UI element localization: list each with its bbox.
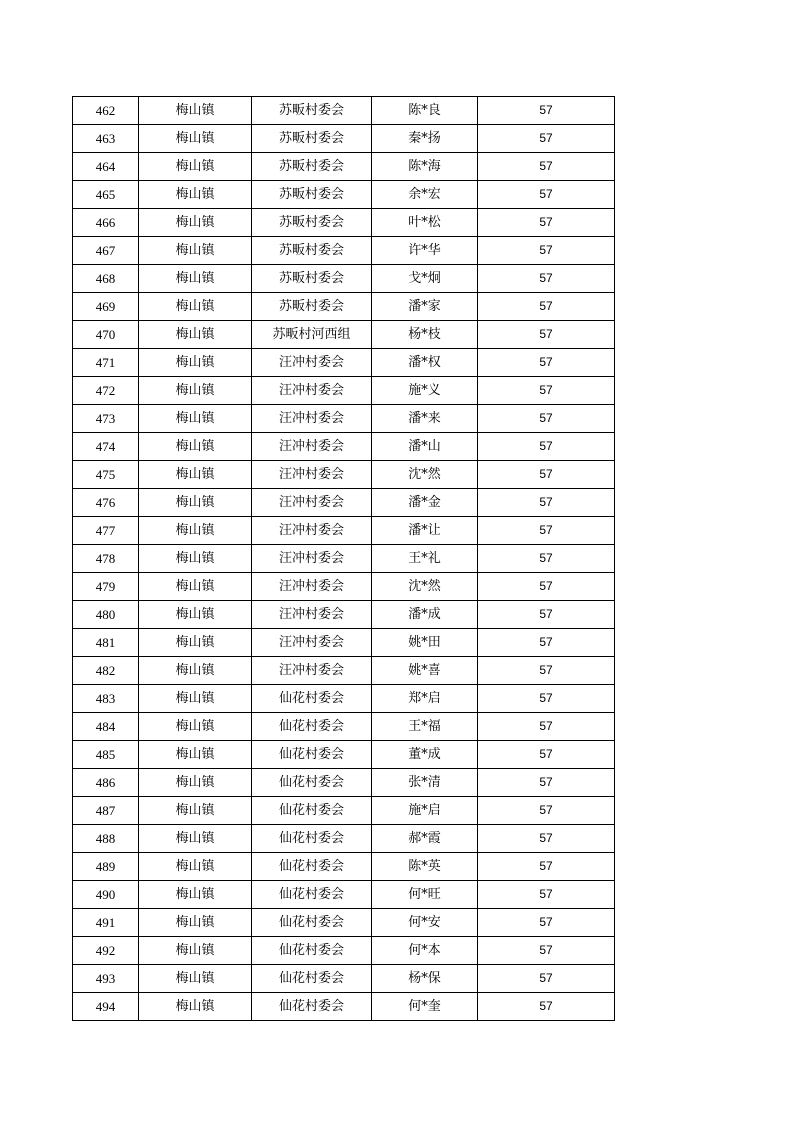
table-row xyxy=(73,209,615,237)
row-number-cell: 471 xyxy=(73,349,139,377)
town-cell: 梅山镇 xyxy=(139,265,252,293)
village-cell: 仙花村委会 xyxy=(252,741,372,769)
village-cell: 仙花村委会 xyxy=(252,965,372,993)
table-row xyxy=(73,377,615,405)
table-row xyxy=(73,181,615,209)
amount-cell: 57 xyxy=(478,153,615,181)
village-cell: 苏畈村委会 xyxy=(252,265,372,293)
amount-cell: 57 xyxy=(478,349,615,377)
amount-cell: 57 xyxy=(478,293,615,321)
town-cell: 梅山镇 xyxy=(139,209,252,237)
town-cell: 梅山镇 xyxy=(139,237,252,265)
person-name-cell: 董*成 xyxy=(372,741,478,769)
table-row xyxy=(73,573,615,601)
town-cell: 梅山镇 xyxy=(139,545,252,573)
village-cell: 苏畈村委会 xyxy=(252,97,372,125)
person-name-cell: 潘*成 xyxy=(372,601,478,629)
town-cell: 梅山镇 xyxy=(139,629,252,657)
person-name-cell: 王*福 xyxy=(372,713,478,741)
table-row xyxy=(73,489,615,517)
amount-cell: 57 xyxy=(478,433,615,461)
table-row xyxy=(73,937,615,965)
amount-cell: 57 xyxy=(478,825,615,853)
table-row xyxy=(73,881,615,909)
amount-cell: 57 xyxy=(478,937,615,965)
person-name-cell: 潘*来 xyxy=(372,405,478,433)
person-name-cell: 沈*然 xyxy=(372,461,478,489)
amount-cell: 57 xyxy=(478,573,615,601)
row-number-cell: 483 xyxy=(73,685,139,713)
town-cell: 梅山镇 xyxy=(139,517,252,545)
row-number-cell: 475 xyxy=(73,461,139,489)
person-name-cell: 何*旺 xyxy=(372,881,478,909)
village-cell: 汪冲村委会 xyxy=(252,433,372,461)
town-cell: 梅山镇 xyxy=(139,741,252,769)
amount-cell: 57 xyxy=(478,321,615,349)
row-number-cell: 464 xyxy=(73,153,139,181)
amount-cell: 57 xyxy=(478,657,615,685)
row-number-cell: 472 xyxy=(73,377,139,405)
town-cell: 梅山镇 xyxy=(139,461,252,489)
town-cell: 梅山镇 xyxy=(139,433,252,461)
row-number-cell: 479 xyxy=(73,573,139,601)
row-number-cell: 494 xyxy=(73,993,139,1021)
village-cell: 汪冲村委会 xyxy=(252,545,372,573)
village-cell: 仙花村委会 xyxy=(252,825,372,853)
village-cell: 仙花村委会 xyxy=(252,713,372,741)
person-name-cell: 施*义 xyxy=(372,377,478,405)
amount-cell: 57 xyxy=(478,601,615,629)
village-cell: 汪冲村委会 xyxy=(252,349,372,377)
table-row xyxy=(73,237,615,265)
amount-cell: 57 xyxy=(478,993,615,1021)
village-cell: 汪冲村委会 xyxy=(252,657,372,685)
person-name-cell: 陈*英 xyxy=(372,853,478,881)
town-cell: 梅山镇 xyxy=(139,685,252,713)
person-name-cell: 潘*家 xyxy=(372,293,478,321)
town-cell: 梅山镇 xyxy=(139,797,252,825)
row-number-cell: 481 xyxy=(73,629,139,657)
row-number-cell: 480 xyxy=(73,601,139,629)
amount-cell: 57 xyxy=(478,769,615,797)
town-cell: 梅山镇 xyxy=(139,657,252,685)
town-cell: 梅山镇 xyxy=(139,601,252,629)
roster-table-body xyxy=(73,97,615,1021)
row-number-cell: 474 xyxy=(73,433,139,461)
row-number-cell: 493 xyxy=(73,965,139,993)
table-row xyxy=(73,433,615,461)
village-cell: 仙花村委会 xyxy=(252,909,372,937)
table-row xyxy=(73,825,615,853)
amount-cell: 57 xyxy=(478,797,615,825)
table-row xyxy=(73,125,615,153)
person-name-cell: 余*宏 xyxy=(372,181,478,209)
amount-cell: 57 xyxy=(478,713,615,741)
town-cell: 梅山镇 xyxy=(139,965,252,993)
amount-cell: 57 xyxy=(478,517,615,545)
town-cell: 梅山镇 xyxy=(139,349,252,377)
village-cell: 仙花村委会 xyxy=(252,685,372,713)
village-cell: 汪冲村委会 xyxy=(252,601,372,629)
row-number-cell: 462 xyxy=(73,97,139,125)
amount-cell: 57 xyxy=(478,909,615,937)
village-cell: 苏畈村委会 xyxy=(252,293,372,321)
town-cell: 梅山镇 xyxy=(139,489,252,517)
table-row xyxy=(73,685,615,713)
town-cell: 梅山镇 xyxy=(139,769,252,797)
town-cell: 梅山镇 xyxy=(139,293,252,321)
person-name-cell: 陈*良 xyxy=(372,97,478,125)
amount-cell: 57 xyxy=(478,181,615,209)
village-cell: 苏畈村委会 xyxy=(252,237,372,265)
amount-cell: 57 xyxy=(478,685,615,713)
table-row xyxy=(73,405,615,433)
village-cell: 仙花村委会 xyxy=(252,797,372,825)
amount-cell: 57 xyxy=(478,125,615,153)
row-number-cell: 468 xyxy=(73,265,139,293)
town-cell: 梅山镇 xyxy=(139,993,252,1021)
row-number-cell: 487 xyxy=(73,797,139,825)
table-row xyxy=(73,349,615,377)
village-cell: 苏畈村委会 xyxy=(252,209,372,237)
table-row xyxy=(73,517,615,545)
town-cell: 梅山镇 xyxy=(139,377,252,405)
village-cell: 汪冲村委会 xyxy=(252,405,372,433)
amount-cell: 57 xyxy=(478,97,615,125)
town-cell: 梅山镇 xyxy=(139,153,252,181)
town-cell: 梅山镇 xyxy=(139,853,252,881)
town-cell: 梅山镇 xyxy=(139,125,252,153)
table-row xyxy=(73,797,615,825)
row-number-cell: 465 xyxy=(73,181,139,209)
table-row xyxy=(73,153,615,181)
village-cell: 仙花村委会 xyxy=(252,993,372,1021)
amount-cell: 57 xyxy=(478,545,615,573)
person-name-cell: 姚*田 xyxy=(372,629,478,657)
table-row xyxy=(73,853,615,881)
town-cell: 梅山镇 xyxy=(139,573,252,601)
village-cell: 汪冲村委会 xyxy=(252,573,372,601)
row-number-cell: 470 xyxy=(73,321,139,349)
row-number-cell: 486 xyxy=(73,769,139,797)
person-name-cell: 潘*让 xyxy=(372,517,478,545)
person-name-cell: 潘*权 xyxy=(372,349,478,377)
row-number-cell: 477 xyxy=(73,517,139,545)
person-name-cell: 郝*霞 xyxy=(372,825,478,853)
table-row xyxy=(73,713,615,741)
amount-cell: 57 xyxy=(478,265,615,293)
amount-cell: 57 xyxy=(478,629,615,657)
person-name-cell: 杨*枝 xyxy=(372,321,478,349)
table-row xyxy=(73,293,615,321)
town-cell: 梅山镇 xyxy=(139,713,252,741)
table-row xyxy=(73,601,615,629)
row-number-cell: 467 xyxy=(73,237,139,265)
amount-cell: 57 xyxy=(478,741,615,769)
person-name-cell: 陈*海 xyxy=(372,153,478,181)
village-cell: 汪冲村委会 xyxy=(252,489,372,517)
village-cell: 苏畈村委会 xyxy=(252,181,372,209)
row-number-cell: 489 xyxy=(73,853,139,881)
table-row xyxy=(73,993,615,1021)
table-row xyxy=(73,769,615,797)
row-number-cell: 492 xyxy=(73,937,139,965)
village-cell: 苏畈村委会 xyxy=(252,125,372,153)
row-number-cell: 482 xyxy=(73,657,139,685)
person-name-cell: 姚*喜 xyxy=(372,657,478,685)
person-name-cell: 郑*启 xyxy=(372,685,478,713)
person-name-cell: 潘*山 xyxy=(372,433,478,461)
village-cell: 仙花村委会 xyxy=(252,769,372,797)
person-name-cell: 许*华 xyxy=(372,237,478,265)
person-name-cell: 沈*然 xyxy=(372,573,478,601)
person-name-cell: 杨*保 xyxy=(372,965,478,993)
person-name-cell: 叶*松 xyxy=(372,209,478,237)
row-number-cell: 469 xyxy=(73,293,139,321)
person-name-cell: 秦*扬 xyxy=(372,125,478,153)
row-number-cell: 466 xyxy=(73,209,139,237)
amount-cell: 57 xyxy=(478,853,615,881)
person-name-cell: 何*奎 xyxy=(372,993,478,1021)
town-cell: 梅山镇 xyxy=(139,825,252,853)
table-row xyxy=(73,545,615,573)
town-cell: 梅山镇 xyxy=(139,97,252,125)
village-cell: 汪冲村委会 xyxy=(252,377,372,405)
row-number-cell: 490 xyxy=(73,881,139,909)
village-cell: 汪冲村委会 xyxy=(252,629,372,657)
town-cell: 梅山镇 xyxy=(139,181,252,209)
table-row xyxy=(73,965,615,993)
table-row xyxy=(73,909,615,937)
person-name-cell: 王*礼 xyxy=(372,545,478,573)
row-number-cell: 484 xyxy=(73,713,139,741)
town-cell: 梅山镇 xyxy=(139,909,252,937)
amount-cell: 57 xyxy=(478,377,615,405)
town-cell: 梅山镇 xyxy=(139,881,252,909)
village-cell: 汪冲村委会 xyxy=(252,517,372,545)
amount-cell: 57 xyxy=(478,405,615,433)
amount-cell: 57 xyxy=(478,461,615,489)
person-name-cell: 潘*金 xyxy=(372,489,478,517)
village-cell: 苏畈村委会 xyxy=(252,153,372,181)
person-name-cell: 戈*炯 xyxy=(372,265,478,293)
village-cell: 苏畈村河西组 xyxy=(252,321,372,349)
table-row xyxy=(73,629,615,657)
row-number-cell: 476 xyxy=(73,489,139,517)
amount-cell: 57 xyxy=(478,881,615,909)
town-cell: 梅山镇 xyxy=(139,937,252,965)
town-cell: 梅山镇 xyxy=(139,405,252,433)
roster-table xyxy=(72,96,615,1021)
village-cell: 仙花村委会 xyxy=(252,853,372,881)
amount-cell: 57 xyxy=(478,965,615,993)
person-name-cell: 何*安 xyxy=(372,909,478,937)
table-row xyxy=(73,97,615,125)
town-cell: 梅山镇 xyxy=(139,321,252,349)
table-row xyxy=(73,741,615,769)
person-name-cell: 张*清 xyxy=(372,769,478,797)
amount-cell: 57 xyxy=(478,209,615,237)
table-row xyxy=(73,265,615,293)
village-cell: 仙花村委会 xyxy=(252,937,372,965)
table-row xyxy=(73,461,615,489)
village-cell: 汪冲村委会 xyxy=(252,461,372,489)
row-number-cell: 478 xyxy=(73,545,139,573)
row-number-cell: 473 xyxy=(73,405,139,433)
row-number-cell: 485 xyxy=(73,741,139,769)
person-name-cell: 施*启 xyxy=(372,797,478,825)
row-number-cell: 488 xyxy=(73,825,139,853)
table-row xyxy=(73,657,615,685)
person-name-cell: 何*本 xyxy=(372,937,478,965)
row-number-cell: 491 xyxy=(73,909,139,937)
row-number-cell: 463 xyxy=(73,125,139,153)
table-row xyxy=(73,321,615,349)
amount-cell: 57 xyxy=(478,237,615,265)
village-cell: 仙花村委会 xyxy=(252,881,372,909)
amount-cell: 57 xyxy=(478,489,615,517)
